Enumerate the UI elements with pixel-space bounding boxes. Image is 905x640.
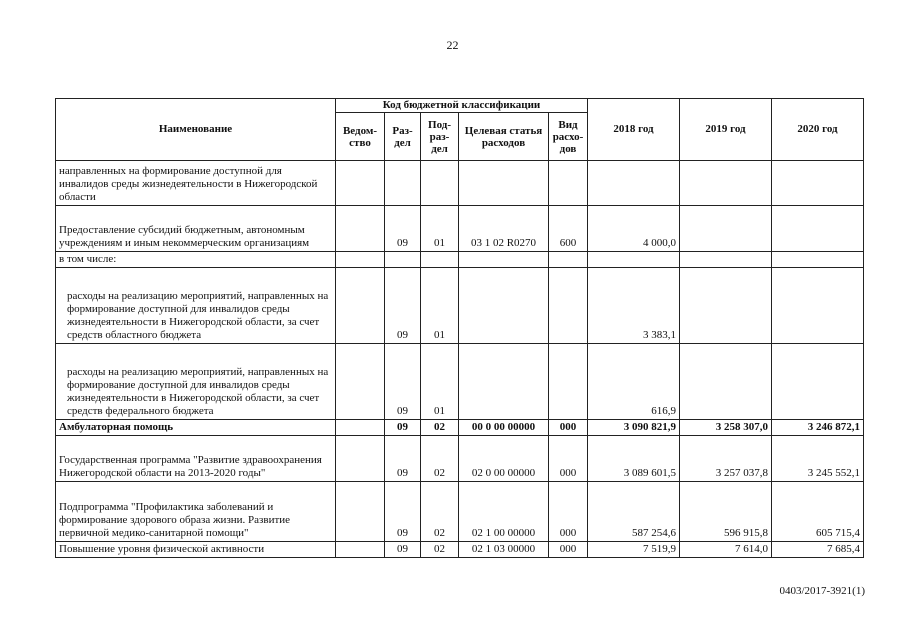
budget-table: [55, 98, 864, 558]
row-target: 00 0 00 00000: [459, 420, 549, 436]
header-2019: 2019 год: [680, 99, 772, 161]
row-razdel: 09: [385, 542, 421, 558]
row-razdel: 09: [385, 268, 421, 344]
row-vid: 000: [549, 436, 588, 482]
table-row: [56, 206, 864, 252]
row-2018: 616,9: [588, 344, 680, 420]
row-2020: [772, 268, 864, 344]
row-name: [56, 268, 336, 344]
row-vedomstvo: [336, 252, 385, 268]
table-row: [56, 420, 864, 436]
row-2018: 4 000,0: [588, 206, 680, 252]
row-podrazdel: 02: [421, 420, 459, 436]
header-name: Наименование: [56, 99, 336, 161]
row-razdel: [385, 252, 421, 268]
table-row: [56, 344, 864, 420]
row-2020: 605 715,4: [772, 482, 864, 542]
row-razdel: 09: [385, 344, 421, 420]
row-vid: 600: [549, 206, 588, 252]
row-target: [459, 252, 549, 268]
row-2019: [680, 161, 772, 206]
row-2018: 587 254,6: [588, 482, 680, 542]
table-row: [56, 482, 864, 542]
row-2020: [772, 344, 864, 420]
row-2020: 3 246 872,1: [772, 420, 864, 436]
row-2019: [680, 252, 772, 268]
row-2019: [680, 206, 772, 252]
row-target: [459, 344, 549, 420]
row-vedomstvo: [336, 542, 385, 558]
row-vid: 000: [549, 482, 588, 542]
row-name-text: расходы на реализацию мероприятий, направленных на формирование доступной для инвалидов среды жизнедеятельности в Нижегородской области, за счет средств федерального бюджета: [67, 366, 329, 417]
row-vedomstvo: [336, 344, 385, 420]
row-name-text: расходы на реализацию мероприятий, направленных на формирование доступной для инвалидов среды жизнедеятельности в Нижегородской области, за счет средств областного бюджета: [67, 290, 329, 341]
row-vid: 000: [549, 420, 588, 436]
table-row: [56, 161, 864, 206]
row-name: Предоставление субсидий бюджетным, автономным учреждениям и иным некоммерческим организациям: [56, 206, 336, 252]
table-row: [56, 252, 864, 268]
row-vid: [549, 161, 588, 206]
row-vid: 000: [549, 542, 588, 558]
row-2018: 3 089 601,5: [588, 436, 680, 482]
row-name: Амбулаторная помощь: [56, 420, 336, 436]
row-vid: [549, 252, 588, 268]
row-vedomstvo: [336, 161, 385, 206]
row-vedomstvo: [336, 206, 385, 252]
header-podrazdel: Под-раз-дел: [421, 113, 459, 161]
row-2019: 596 915,8: [680, 482, 772, 542]
row-name: в том числе:: [56, 252, 336, 268]
header-vedomstvo: Ведом-ство: [336, 113, 385, 161]
row-target: [459, 268, 549, 344]
row-2020: [772, 206, 864, 252]
row-name: Государственная программа "Развитие здравоохранения Нижегородской области на 2013-2020 годы": [56, 436, 336, 482]
row-2019: 7 614,0: [680, 542, 772, 558]
row-2019: [680, 344, 772, 420]
row-podrazdel: 01: [421, 268, 459, 344]
row-name: Подпрограмма "Профилактика заболеваний и формирование здорового образа жизни. Развитие первичной медико-санитарной помощи": [56, 482, 336, 542]
row-2020: 7 685,4: [772, 542, 864, 558]
row-vedomstvo: [336, 420, 385, 436]
row-razdel: [385, 161, 421, 206]
row-razdel: 09: [385, 206, 421, 252]
row-target: 02 1 03 00000: [459, 542, 549, 558]
row-podrazdel: 01: [421, 344, 459, 420]
row-2018: [588, 161, 680, 206]
row-podrazdel: [421, 252, 459, 268]
row-2018: [588, 252, 680, 268]
row-2019: 3 257 037,8: [680, 436, 772, 482]
row-vid: [549, 268, 588, 344]
row-target: 02 1 00 00000: [459, 482, 549, 542]
row-razdel: 09: [385, 436, 421, 482]
row-vedomstvo: [336, 268, 385, 344]
table-row: [56, 542, 864, 558]
row-name: направленных на формирование доступной для инвалидов среды жизнедеятельности в Нижегородской области: [56, 161, 336, 206]
table-row: [56, 268, 864, 344]
row-2020: 3 245 552,1: [772, 436, 864, 482]
row-razdel: 09: [385, 482, 421, 542]
row-razdel: 09: [385, 420, 421, 436]
table-row: [56, 436, 864, 482]
row-name: Повышение уровня физической активности: [56, 542, 336, 558]
row-podrazdel: 01: [421, 206, 459, 252]
row-2019: [680, 268, 772, 344]
header-razdel: Раз-дел: [385, 113, 421, 161]
row-podrazdel: 02: [421, 436, 459, 482]
row-vid: [549, 344, 588, 420]
header-vid: Вид расхо-дов: [549, 113, 588, 161]
row-2020: [772, 161, 864, 206]
row-podrazdel: [421, 161, 459, 206]
row-target: [459, 161, 549, 206]
header-budget-code: Код бюджетной классификации: [336, 99, 588, 113]
row-2018: 7 519,9: [588, 542, 680, 558]
document-code: 0403/2017-3921(1): [779, 585, 865, 597]
row-2019: 3 258 307,0: [680, 420, 772, 436]
row-target: 03 1 02 R0270: [459, 206, 549, 252]
row-podrazdel: 02: [421, 482, 459, 542]
page-number: 22: [446, 38, 459, 52]
row-2018: 3 383,1: [588, 268, 680, 344]
row-vedomstvo: [336, 482, 385, 542]
row-podrazdel: 02: [421, 542, 459, 558]
row-2018: 3 090 821,9: [588, 420, 680, 436]
row-2020: [772, 252, 864, 268]
header-2020: 2020 год: [772, 99, 864, 161]
row-target: 02 0 00 00000: [459, 436, 549, 482]
row-name: [56, 344, 336, 420]
header-2018: 2018 год: [588, 99, 680, 161]
row-vedomstvo: [336, 436, 385, 482]
header-target: Целевая статья расходов: [459, 113, 549, 161]
